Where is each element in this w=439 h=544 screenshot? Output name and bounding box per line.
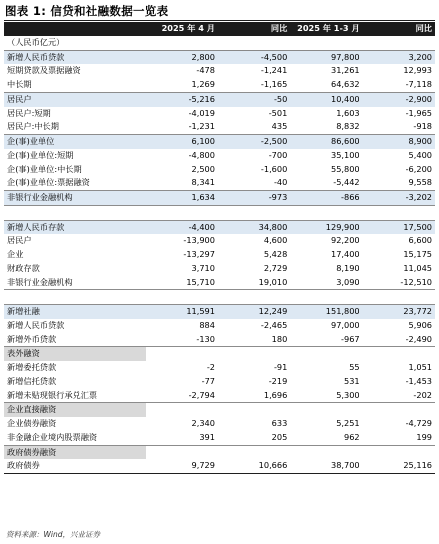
table-row [4,205,435,220]
value-cell: -4,019 [188,107,215,118]
value-cell [363,347,435,361]
value-cell: 391 [146,431,218,445]
value-cell: 5,428 [263,249,288,259]
value-cell [146,205,218,220]
table-row [4,163,435,177]
value-cell: 97,000 [330,319,360,330]
value-cell: 3,090 [290,276,362,290]
value-cell [363,445,435,459]
value-cell: -1,231 [146,120,218,134]
table-row [4,347,435,361]
value-cell: 10,400 [290,92,362,106]
value-cell: -3,202 [363,191,435,206]
value-cell [218,347,290,361]
table-row [4,459,435,473]
header-cell: 2025 年 4 月 [146,22,218,36]
row-label: 新增未贴现银行承兑汇票 [4,389,146,403]
value-cell [218,403,290,417]
row-label: 短期贷款及票据融资 [7,65,81,76]
table-row [4,191,435,206]
value-cell: 10,666 [218,459,290,473]
value-cell: -4,400 [146,220,218,234]
value-cell: -6,200 [405,163,432,174]
value-cell: 5,251 [336,418,360,428]
table-row [4,78,435,92]
value-cell: 531 [344,375,360,386]
row-label: 新增信托贷款 [7,375,57,386]
unit-row [4,36,435,50]
row-label: 中长期 [4,78,146,92]
row-label: 财政存款 [7,262,40,273]
value-cell: 1,634 [146,191,218,206]
source-note: 资料来源：Wind，兴业证券 [6,530,101,539]
value-cell: -5,216 [146,92,218,106]
value-cell: 633 [271,418,288,428]
row-label: 企业债券融资 [7,418,57,428]
value-cell: -2,465 [260,319,288,330]
table-body [4,50,435,474]
table-row [4,64,435,78]
value-cell: 15,710 [146,276,218,290]
value-cell: 2,500 [191,163,215,174]
table-row [4,248,435,262]
value-cell: 12,993 [403,65,432,76]
value-cell: 6,100 [146,135,218,149]
row-label: 企(事)业单位:短期 [7,149,74,160]
value-cell: 3,200 [363,50,435,64]
row-label: 居民户:短期 [7,107,51,118]
row-label: 企业 [7,249,24,259]
row-label: 政府债券融资 [4,445,146,459]
value-cell: -2,500 [218,135,290,149]
value-cell: 23,772 [363,305,435,319]
value-cell: -1,165 [218,78,290,92]
page-title: 图表 1: 信贷和社融数据一览表 [5,4,169,18]
value-cell: 17,500 [363,220,435,234]
value-cell [218,205,290,220]
table-row [4,417,435,431]
value-cell: 34,800 [218,220,290,234]
table-row [4,431,435,445]
row-label: 新增人民币贷款 [4,50,146,64]
value-cell: 35,100 [330,149,360,160]
value-cell: -4,500 [218,50,290,64]
row-label: 企业直接融资 [4,403,146,417]
value-cell [146,445,218,459]
row-label [4,290,146,305]
value-cell [290,205,362,220]
row-label: 非金融企业境内股票融资 [4,431,146,445]
value-cell: -967 [290,333,362,347]
value-cell [218,290,290,305]
header-cell [4,22,146,36]
table-row [4,234,435,248]
value-cell: 199 [363,431,435,445]
value-cell: 38,700 [290,459,362,473]
table-row [4,290,435,305]
value-cell: -1,453 [405,375,432,386]
table-row [4,220,435,234]
value-cell: 9,729 [146,459,218,473]
table-row [4,305,435,319]
value-cell: 4,600 [263,235,288,246]
value-cell [146,290,218,305]
row-label: 企(事)业单位:票据融资 [4,176,146,190]
value-cell: 2,800 [146,50,218,64]
value-cell [363,205,435,220]
table-row [4,176,435,190]
value-cell: 64,632 [290,78,362,92]
row-label: 居民户:中长期 [4,120,146,134]
table-row [4,107,435,121]
row-label: 企(事)业单位:中长期 [7,163,82,174]
value-cell: 8,190 [336,262,360,273]
value-cell: 11,591 [146,305,218,319]
value-cell: 884 [199,319,215,330]
credit-financing-table [4,22,435,474]
value-cell: 1,051 [408,362,432,372]
value-cell: 151,800 [290,305,362,319]
header-cell: 同比 [363,22,435,36]
row-label [4,205,146,220]
table-row [4,135,435,149]
table-row [4,403,435,417]
row-label: 居民户 [4,92,146,106]
value-cell: -40 [218,176,290,190]
table-row [4,50,435,64]
value-cell: 962 [290,431,362,445]
value-cell: -91 [273,362,288,372]
value-cell: 2,729 [263,262,288,273]
value-cell: -202 [363,389,435,403]
table-row [4,92,435,106]
value-cell: 86,600 [290,135,362,149]
row-label: 居民户 [7,235,32,246]
table-row [4,276,435,290]
value-cell: -12,510 [363,276,435,290]
table-row [4,262,435,276]
value-cell: 1,269 [146,78,218,92]
unit-label: （人民币亿元） [4,36,146,50]
value-cell: -130 [146,333,218,347]
value-cell: 2,340 [191,418,215,428]
row-label: 企(事)业单位 [4,135,146,149]
value-cell: 205 [218,431,290,445]
value-cell: -700 [268,149,288,160]
row-label: 政府债券 [4,459,146,473]
table-row [4,389,435,403]
value-cell: 1,696 [218,389,290,403]
title-rule [4,20,435,21]
table-row [4,149,435,163]
value-cell: 6,600 [408,235,432,246]
value-cell: 5,400 [408,149,432,160]
row-label: 新增人民币贷款 [7,319,65,330]
table-row [4,375,435,389]
value-cell: 12,249 [218,305,290,319]
row-label: 新增外币贷款 [4,333,146,347]
header-cell: 2025 年 1-3 月 [290,22,362,36]
row-label: 非银行业金融机构 [4,276,146,290]
table-row [4,319,435,333]
value-cell [363,403,435,417]
value-cell: 17,400 [330,249,360,259]
value-cell: 97,800 [290,50,362,64]
value-cell: 55 [349,362,360,372]
value-cell [290,403,362,417]
value-cell: -918 [363,120,435,134]
value-cell: -1,600 [260,163,288,174]
value-cell: -1,965 [405,107,432,118]
value-cell: -2 [206,362,215,372]
value-cell: 180 [218,333,290,347]
value-cell: 8,832 [290,120,362,134]
value-cell: -501 [268,107,288,118]
value-cell [146,347,218,361]
row-label: 新增社融 [4,305,146,319]
value-cell: 5,906 [408,319,432,330]
value-cell: -13,900 [183,235,215,246]
value-cell: -2,490 [363,333,435,347]
value-cell: 9,558 [363,176,435,190]
table-header-row [4,22,435,36]
table-row [4,445,435,459]
value-cell: -4,800 [188,149,215,160]
value-cell [290,347,362,361]
value-cell: -219 [268,375,288,386]
value-cell: 8,341 [146,176,218,190]
value-cell: -13,297 [183,249,215,259]
value-cell: -77 [201,375,215,386]
value-cell: 3,710 [191,262,215,273]
value-cell: 31,261 [330,65,360,76]
value-cell: -478 [196,65,215,76]
value-cell: 55,800 [330,163,360,174]
value-cell: 435 [218,120,290,134]
header-cell: 同比 [218,22,290,36]
value-cell: -5,442 [290,176,362,190]
value-cell: -2,794 [146,389,218,403]
value-cell [290,445,362,459]
value-cell [146,403,218,417]
row-label: 非银行业金融机构 [4,191,146,206]
row-label: 新增委托贷款 [7,362,57,372]
value-cell: -973 [218,191,290,206]
value-cell: -2,900 [363,92,435,106]
value-cell: -866 [290,191,362,206]
value-cell: 1,603 [336,107,360,118]
row-label: 表外融资 [4,347,146,361]
value-cell: 11,045 [403,262,432,273]
table-row [4,120,435,134]
table-row [4,333,435,347]
value-cell: 19,010 [218,276,290,290]
value-cell: 25,116 [363,459,435,473]
value-cell: -4,729 [405,418,432,428]
value-cell: 129,900 [290,220,362,234]
value-cell: 15,175 [403,249,432,259]
value-cell: -7,118 [363,78,435,92]
value-cell [290,290,362,305]
value-cell: 5,300 [290,389,362,403]
value-cell: 8,900 [363,135,435,149]
table-row [4,361,435,375]
value-cell [218,445,290,459]
value-cell: -1,241 [260,65,288,76]
value-cell: 92,200 [330,235,360,246]
value-cell [363,290,435,305]
value-cell: -50 [218,92,290,106]
row-label: 新增人民币存款 [4,220,146,234]
